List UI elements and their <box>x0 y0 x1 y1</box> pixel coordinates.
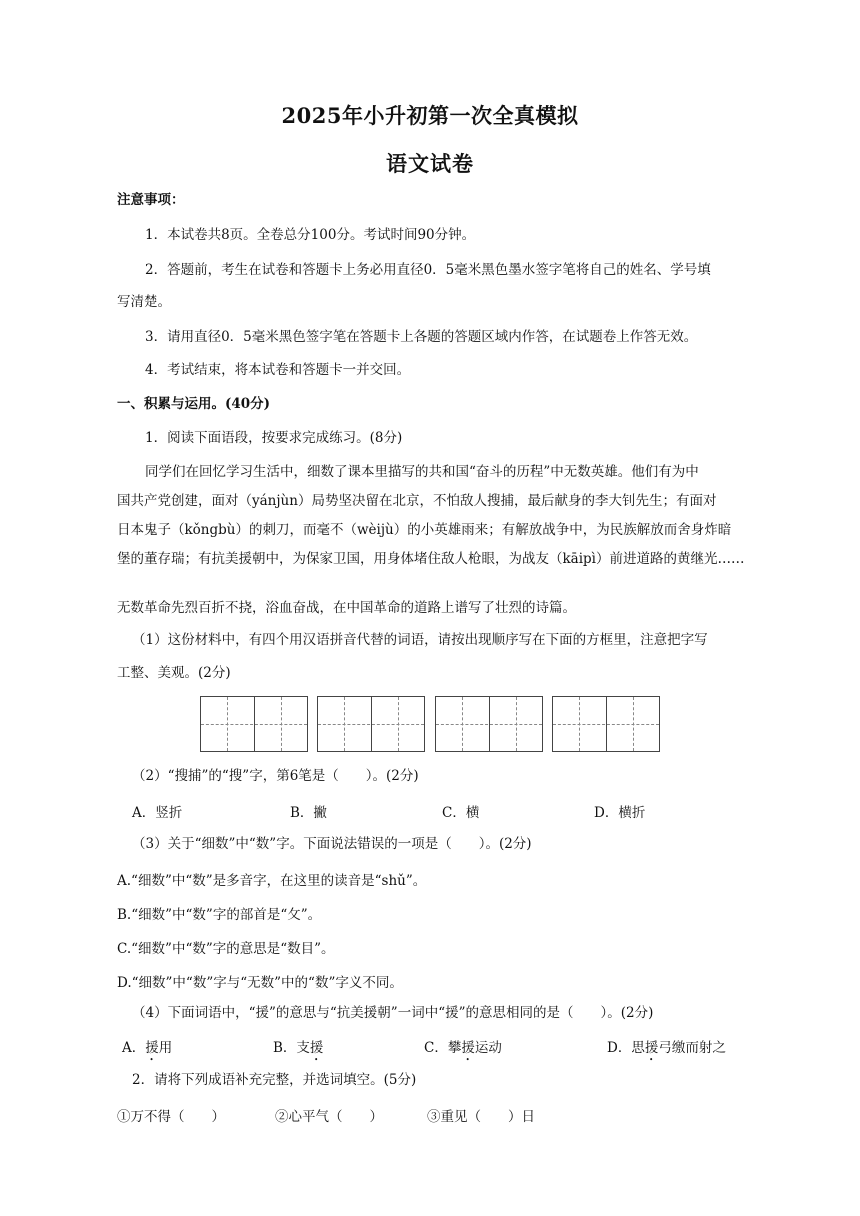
passage-line-5: 无数革命先烈百折不挠，浴血奋战，在中国革命的道路上谱写了壮烈的诗篇。 <box>117 600 576 616</box>
notice-item-1: 1．本试卷共8页。全卷总分100分。考试时间90分钟。 <box>145 227 476 243</box>
q2-item-1[interactable]: ①万不得（ ） <box>117 1109 225 1125</box>
option-b-dotted-char: 援 <box>309 1040 324 1056</box>
notice-item-3: 3．请用直径0．5毫米黑色签字笔在答题卡上各题的答题区域内作答，在试题卷上作答无效。 <box>145 329 698 345</box>
q1-sub2-option-b[interactable]: B．撇 <box>290 805 327 821</box>
notice-heading: 注意事项： <box>117 192 185 208</box>
q1-sub4-option-d[interactable] <box>607 1036 726 1064</box>
passage-line-3: 日本鬼子（kǒngbù）的刺刀，而毫不（wèijù）的小英雄雨来；有解放战争中，为民族解放而舍身炸暗 <box>117 522 732 538</box>
q1-stem: 1．阅读下面语段，按要求完成练习。(8分) <box>145 430 403 446</box>
passage-line-1: 同学们在回忆学习生活中，细数了课本里描写的共和国“奋斗的历程”中无数英雄。他们有为中 <box>145 464 699 480</box>
option-d-dotted-char: 援 <box>644 1040 659 1056</box>
q1-sub3-option-d[interactable]: D.“细数”中“数”字与“无数”中的“数”字义不同。 <box>117 975 403 991</box>
notice-item-2: 2．答题前，考生在试卷和答题卡上务必用直径0．5毫米黑色墨水签字笔将自己的姓名、学号填 <box>145 262 711 278</box>
option-d-prefix: D．思 <box>607 1040 645 1056</box>
q1-sub2-stem: （2）“搜捕”的“搜”字，第6笔是（ ）。(2分) <box>132 768 419 784</box>
answer-box-4[interactable] <box>552 696 660 752</box>
q1-sub2-option-c[interactable]: C．横 <box>442 805 480 821</box>
option-d-suffix: 弓缴而射之 <box>658 1040 726 1056</box>
answer-box-3[interactable] <box>435 696 543 752</box>
q1-sub3-option-b[interactable]: B.“细数”中“数”字的部首是“攵”。 <box>117 907 322 923</box>
q1-sub2-option-d[interactable]: D．横折 <box>594 805 646 821</box>
q1-sub1-stem: （1）这份材料中，有四个用汉语拼音代替的词语，请按出现顺序写在下面的方框里，注意把字写 <box>132 632 708 648</box>
option-a-prefix: A． <box>122 1040 146 1056</box>
exam-title: 2025年小升初第一次全真模拟 <box>281 103 579 128</box>
answer-box-2[interactable] <box>317 696 425 752</box>
q1-sub4-stem: （4）下面词语中，“援”的意思与“抗美援朝”一词中“援”的意思相同的是（ ）。(2分) <box>132 1005 654 1021</box>
q1-sub2-option-a[interactable]: A．竖折 <box>132 805 183 821</box>
passage-line-4: 堡的董存瑞；有抗美援朝中，为保家卫国，用身体堵住敌人枪眼，为战友（kāipì）前进道路的黄继光…… <box>117 551 745 567</box>
option-c-prefix: C．攀 <box>424 1040 462 1056</box>
passage-line-2: 国共产党创建，面对（yánjùn）局势坚决留在北京，不怕敌人搜捕，最后献身的李大钊先生；有面对 <box>117 493 717 509</box>
q2-item-2[interactable]: ②心平气（ ） <box>275 1109 383 1125</box>
answer-box-1[interactable] <box>200 696 308 752</box>
notice-item-4: 4．考试结束，将本试卷和答题卡一并交回。 <box>145 362 411 378</box>
exam-subtitle: 语文试卷 <box>386 151 474 176</box>
option-c-suffix: 运动 <box>474 1040 502 1056</box>
option-a-suffix: 用 <box>158 1040 173 1056</box>
q1-sub3-option-a[interactable]: A.“细数”中“数”是多音字，在这里的读音是“shǔ”。 <box>117 873 427 889</box>
q2-item-3[interactable]: ③重见（ ）日 <box>427 1109 535 1125</box>
option-c-dotted-char: 援 <box>461 1040 475 1056</box>
q1-sub4-option-a[interactable] <box>122 1036 172 1064</box>
q1-sub4-option-b[interactable] <box>273 1036 323 1064</box>
option-a-dotted-char: 援 <box>145 1040 159 1056</box>
q1-sub3-stem: （3）关于“细数”中“数”字。下面说法错误的一项是（ ）。(2分) <box>132 836 532 852</box>
q1-sub1-stem-cont: 工整、美观。(2分) <box>117 665 231 681</box>
option-b-prefix: B．支 <box>273 1040 310 1056</box>
notice-item-2-cont: 写清楚。 <box>117 294 171 310</box>
section1-heading: 一、积累与运用。(40分) <box>117 396 271 412</box>
q1-sub3-option-c[interactable]: C.“细数”中“数”字的意思是“数目”。 <box>117 941 335 957</box>
q2-stem: 2．请将下列成语补充完整，并选词填空。(5分) <box>132 1072 417 1088</box>
q1-sub4-option-c[interactable] <box>424 1036 502 1064</box>
